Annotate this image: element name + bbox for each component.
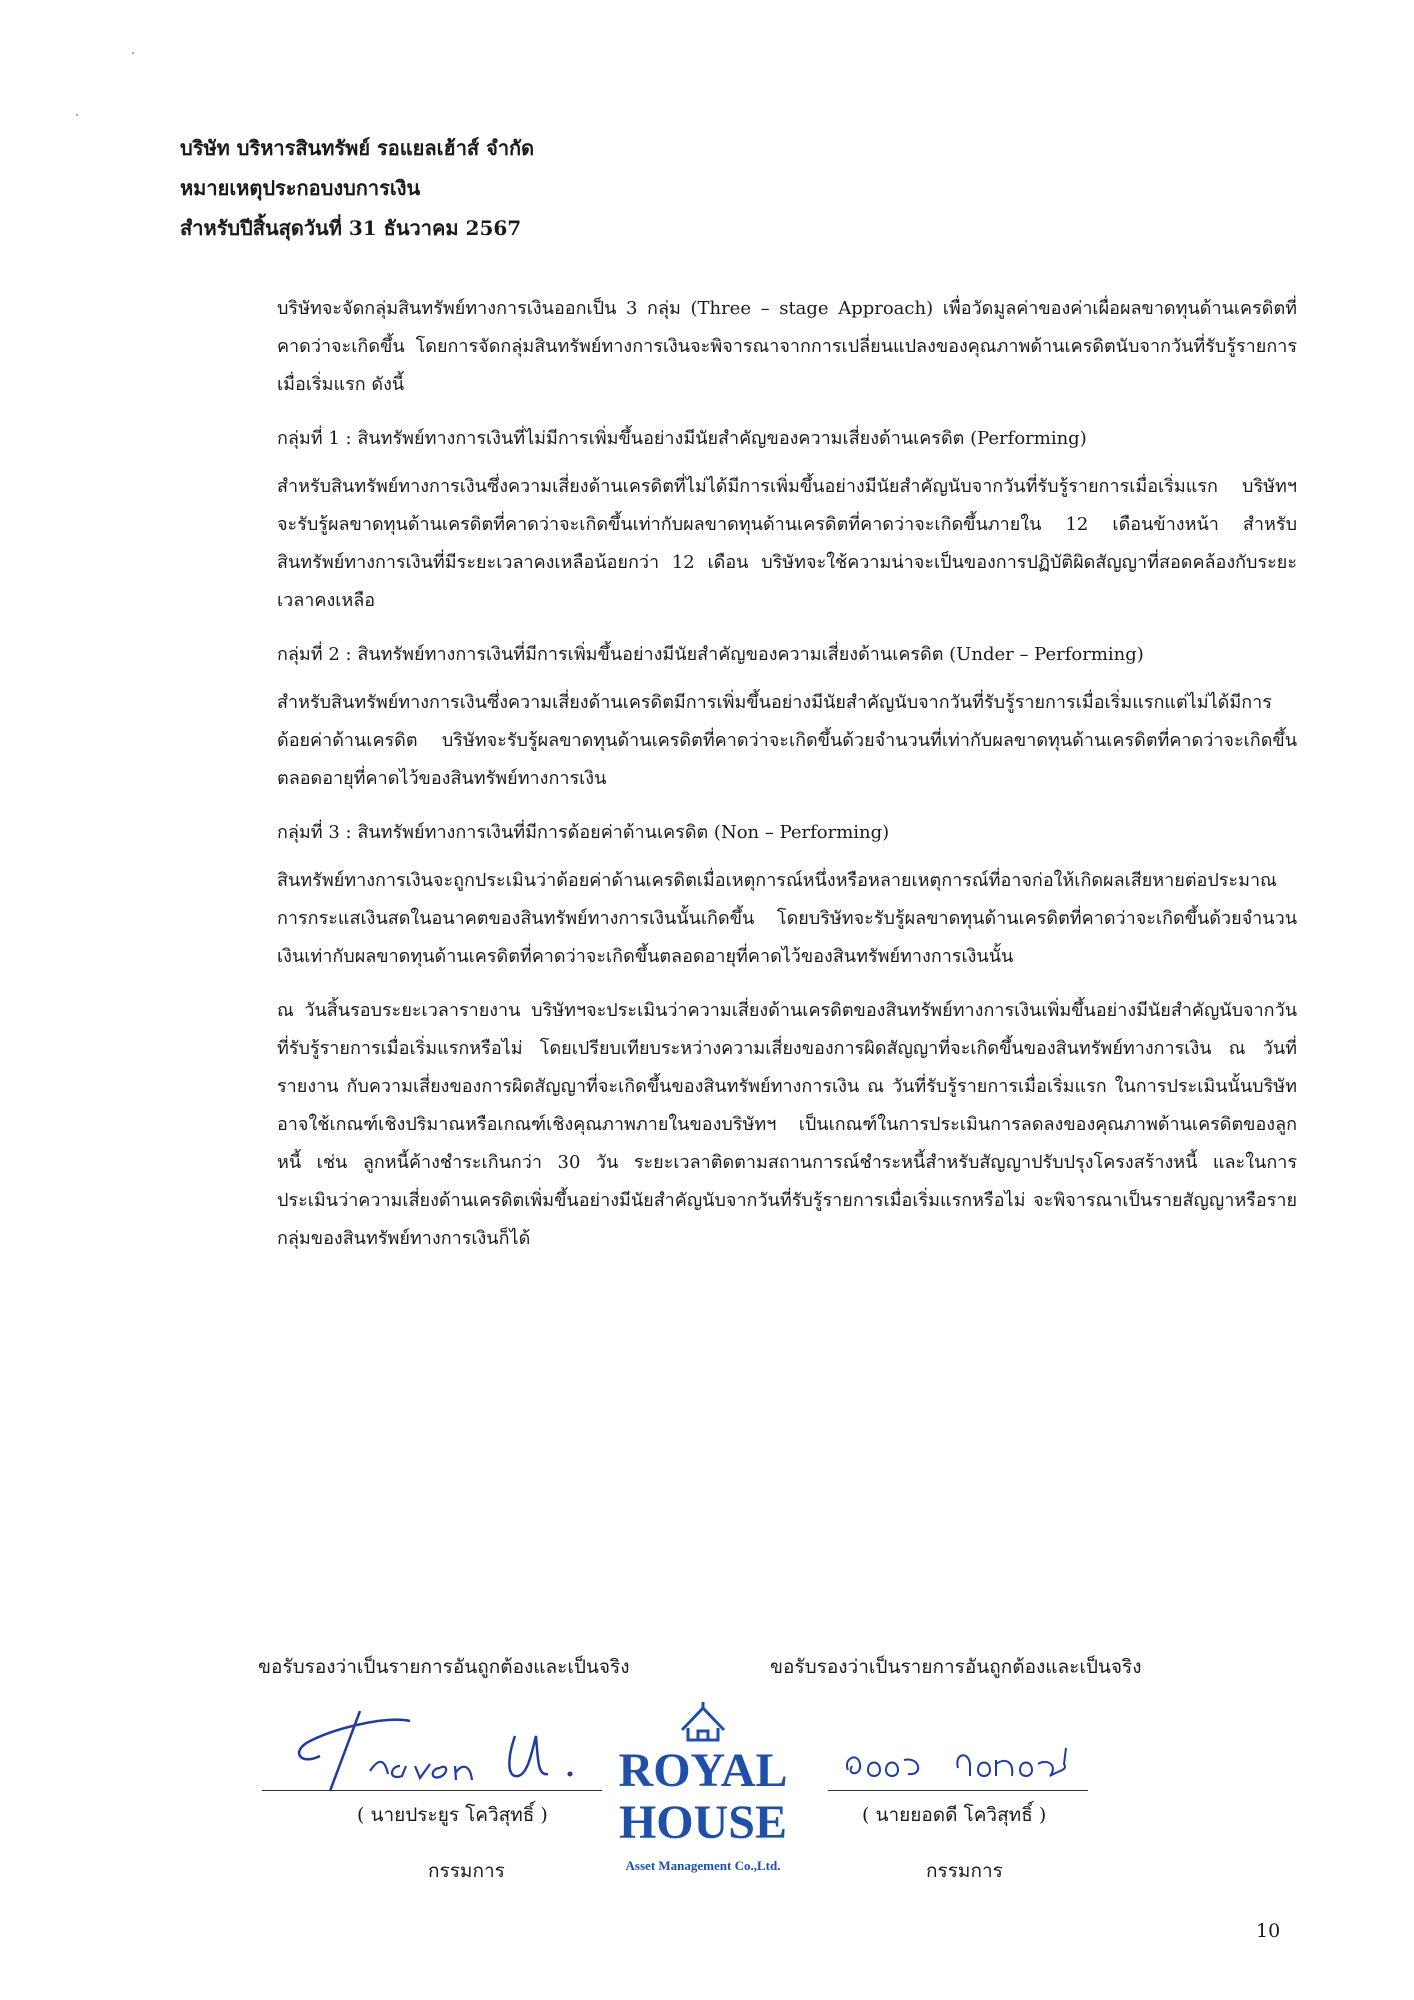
- group-1-title: กลุ่มที่ 1 : สินทรัพย์ทางการเงินที่ไม่มีการเพิ่มขึ้นอย่างมีนัยสำคัญของความเสี่ยงด้านเครดิต (Performing): [277, 428, 1087, 449]
- signature-stroke: [957, 1748, 1066, 1776]
- signature-line-left: [262, 1790, 602, 1791]
- company-seal-logo: [600, 1698, 806, 1878]
- certification-statement-right: ขอรับรองว่าเป็นรายการอันถูกต้องและเป็นจริง: [770, 1656, 1142, 1678]
- house-emblem-icon: [682, 1702, 724, 1740]
- certification-statement-left: ขอรับรองว่าเป็นรายการอันถูกต้องและเป็นจริง: [258, 1656, 630, 1678]
- logo-tagline: Asset Management Co.,Ltd.: [625, 1858, 781, 1873]
- intro-paragraph: บริษัทจะจัดกลุ่มสินทรัพย์ทางการเงินออกเป็น 3 กลุ่ม (Three – stage Approach) เพื่อวัดมูลค่าของค่าเผื่อผลขาดทุนด้านเครดิตที่คาดว่าจะเกิดขึ้น โดยการจัดกลุ่มสินทรัพย์ทางการเงินจะพิจารณาจากการเปลี่ยนแปลงของคุณภาพด้านเครดิตนับจากวันที่รับรู้รายการเมื่อเริ่มแรก ดังนี้: [277, 298, 1297, 395]
- group-2-paragraph: สำหรับสินทรัพย์ทางการเงินซึ่งความเสี่ยงด้านเครดิตมีการเพิ่มขึ้นอย่างมีนัยสำคัญนับจากวันที่รับรู้รายการเมื่อเริ่มแรกแต่ไม่ได้มีการด้อยค่าด้านเครดิต บริษัทจะรับรู้ผลขาดทุนด้านเครดิตที่คาดว่าจะเกิดขึ้นด้วยจำนวนที่เท่ากับผลขาดทุนด้านเครดิตที่คาดว่าจะเกิดขึ้นตลอดอายุที่คาดไว้ของสินทรัพย์ทางการเงิน: [277, 692, 1297, 789]
- assessment-paragraph: ณ วันสิ้นรอบระยะเวลารายงาน บริษัทฯจะประเมินว่าความเสี่ยงด้านเครดิตของสินทรัพย์ทางการเงินเพิ่มขึ้นอย่างมีนัยสำคัญนับจากวันที่รับรู้รายการเมื่อเริ่มแรกหรือไม่ โดยเปรียบเทียบระหว่างความเสี่ยงของการผิดสัญญาที่จะเกิดขึ้นของสินทรัพย์ทางการเงิน ณ วันที่รายงาน กับความเสี่ยงของการผิดสัญญาที่จะเกิดขึ้นของสินทรัพย์ทางการเงิน ณ วันที่รับรู้รายการเมื่อเริ่มแรก ในการประเมินนั้นบริษัทอาจใช้เกณฑ์เชิงปริมาณหรือเกณฑ์เชิงคุณภาพภายในของบริษัทฯ เป็นเกณฑ์ในการประเมินการลดลงของคุณภาพด้านเครดิตของลูกหนี้ เช่น ลูกหนี้ค้างชำระเกินกว่า 30 วัน ระยะเวลาติดตามสถานการณ์ชำระหนี้สำหรับสัญญาปรับปรุงโครงสร้างหนี้ และในการประเมินว่าความเสี่ยงด้านเครดิตเพิ่มขึ้นอย่างมีนัยสำคัญนับจากวันที่รับรู้รายการเมื่อเริ่มแรกหรือไม่ จะพิจารณาเป็นรายสัญญาหรือรายกลุ่มของสินทรัพย์ทางการเงินก็ได้: [277, 1000, 1297, 1249]
- director-signature-left: [280, 1696, 610, 1796]
- logo-wordmark-royal: ROYAL: [618, 1744, 788, 1797]
- signature-stroke: [370, 1762, 472, 1780]
- signature-stroke: [330, 1711, 360, 1791]
- scan-speck: [132, 52, 134, 54]
- document-header: [180, 128, 534, 248]
- page-number: 10: [1256, 1920, 1281, 1942]
- signature-stroke: [509, 1736, 548, 1776]
- document-body: [277, 290, 1297, 1274]
- scan-speck: [76, 114, 78, 116]
- document-title: หมายเหตุประกอบงบการเงิน: [180, 176, 421, 200]
- director-signature-right: [828, 1730, 1098, 1790]
- director-name-right: ( นายยอดดี โควิสุทธิ์ ): [862, 1804, 1047, 1826]
- director-name-left: ( นายประยูร โควิสุทธิ์ ): [357, 1804, 548, 1826]
- group-3-title: กลุ่มที่ 3 : สินทรัพย์ทางการเงินที่มีการด้อยค่าด้านเครดิต (Non – Performing): [277, 822, 890, 843]
- group-1-paragraph: สำหรับสินทรัพย์ทางการเงินซึ่งความเสี่ยงด้านเครดิตที่ไม่ได้มีการเพิ่มขึ้นอย่างมีนัยสำคัญนับจากวันที่รับรู้รายการเมื่อเริ่มแรก บริษัทฯจะรับรู้ผลขาดทุนด้านเครดิตที่คาดว่าจะเกิดขึ้นเท่ากับผลขาดทุนด้านเครดิตที่คาดว่าจะเกิดขึ้นภายใน 12 เดือนข้างหน้า สำหรับสินทรัพย์ทางการเงินที่มีระยะเวลาคงเหลือน้อยกว่า 12 เดือน บริษัทจะใช้ความน่าจะเป็นของการปฏิบัติผิดสัญญาที่สอดคล้องกับระยะเวลาคงเหลือ: [277, 476, 1297, 611]
- group-3-paragraph: สินทรัพย์ทางการเงินจะถูกประเมินว่าด้อยค่าด้านเครดิตเมื่อเหตุการณ์หนึ่งหรือหลายเหตุการณ์ที่อาจก่อให้เกิดผลเสียหายต่อประมาณการกระแสเงินสดในอนาคตของสินทรัพย์ทางการเงินนั้นเกิดขึ้น โดยบริษัทจะรับรู้ผลขาดทุนด้านเครดิตที่คาดว่าจะเกิดขึ้นด้วยจำนวนเงินเท่ากับผลขาดทุนด้านเครดิตที่คาดว่าจะเกิดขึ้นตลอดอายุที่คาดไว้ของสินทรัพย์ทางการเงินนั้น: [277, 870, 1297, 967]
- director-position-left: กรรมการ: [428, 1860, 505, 1882]
- group-2-title: กลุ่มที่ 2 : สินทรัพย์ทางการเงินที่มีการเพิ่มขึ้นอย่างมีนัยสำคัญของความเสี่ยงด้านเครดิต (Under – Performing): [277, 644, 1144, 665]
- company-name: บริษัท บริหารสินทรัพย์ รอแยลเฮ้าส์ จำกัด: [180, 136, 535, 160]
- signature-line-right: [828, 1790, 1088, 1791]
- director-position-right: กรรมการ: [926, 1860, 1003, 1882]
- signature-stroke: [847, 1757, 918, 1776]
- logo-wordmark-house: HOUSE: [618, 1796, 788, 1849]
- reporting-period: สำหรับปีสิ้นสุดวันที่ 31 ธันวาคม 2567: [180, 216, 522, 240]
- signature-stroke: [568, 1772, 573, 1777]
